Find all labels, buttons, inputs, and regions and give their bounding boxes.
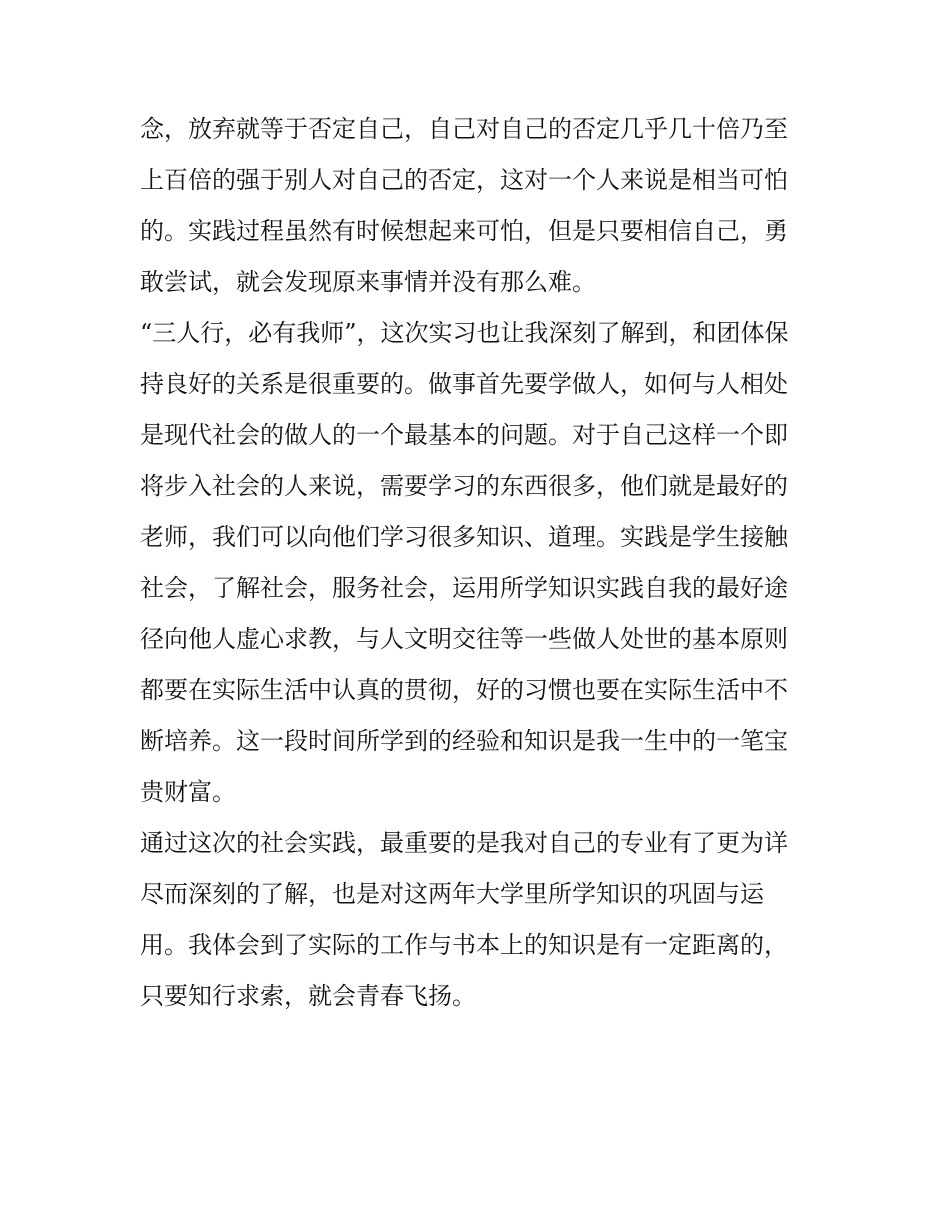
text-line-15: 通过这次的社会实践，最重要的是我对自己的专业有了更为详 [140,829,788,857]
text-line-2: 上百倍的强于别人对自己的否定，这对一个人来说是相当可怕 [140,166,788,194]
text-line-18: 只要知行求索，就会青春飞扬。 [140,982,476,1010]
text-line-4: 敢尝试，就会发现原来事情并没有那么难。 [140,268,596,296]
text-line-13: 断培养。这一段时间所学到的经验和知识是我一生中的一笔宝 [140,727,788,755]
text-line-1: 念，放弃就等于否定自己，自己对自己的否定几乎几十倍乃至 [140,115,788,143]
text-line-7: 是现代社会的做人的一个最基本的问题。对于自己这样一个即 [140,421,788,449]
text-line-10: 社会，了解社会，服务社会，运用所学知识实践自我的最好途 [140,574,788,602]
text-line-17: 用。我体会到了实际的工作与书本上的知识是有一定距离的， [140,931,788,959]
text-line-5: “三人行，必有我师”，这次实习也让我深刻了解到，和团体保 [140,319,789,347]
text-line-11: 径向他人虚心求教，与人文明交往等一些做人处世的基本原则 [140,625,788,653]
text-line-8: 将步入社会的人来说，需要学习的东西很多，他们就是最好的 [140,472,788,500]
text-line-6: 持良好的关系是很重要的。做事首先要学做人，如何与人相处 [140,370,788,398]
text-line-3: 的。实践过程虽然有时候想起来可怕，但是只要相信自己，勇 [140,217,788,245]
text-line-16: 尽而深刻的了解，也是对这两年大学里所学知识的巩固与运 [140,880,764,908]
text-line-12: 都要在实际生活中认真的贯彻，好的习惯也要在实际生活中不 [140,676,788,704]
text-line-14: 贵财富。 [140,778,236,806]
body-text [140,104,820,1022]
text-line-9: 老师，我们可以向他们学习很多知识、道理。实践是学生接触 [140,523,788,551]
